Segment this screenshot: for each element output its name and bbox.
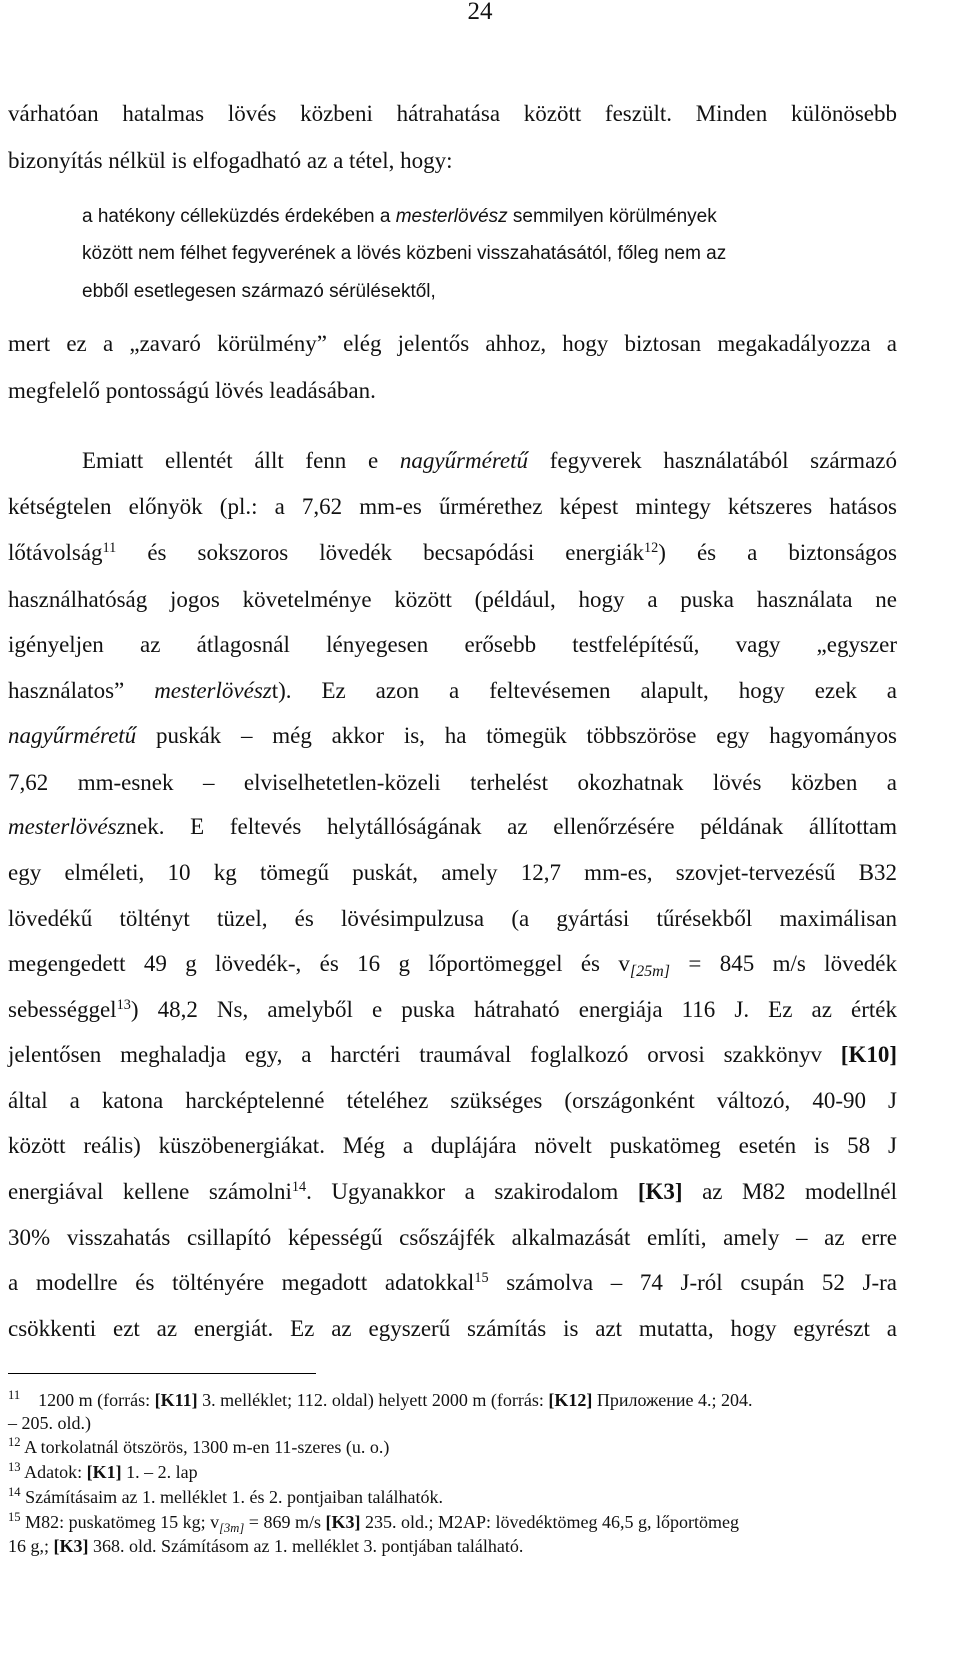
body-line-2: bizonyítás nélkül is elfogadható az a tétel, hogy: xyxy=(8,148,453,173)
para-line-20: csökkenti ezt az energiát. Ez az egyszerű számítás is azt mutatta, hogy egyrészt a xyxy=(8,1316,897,1341)
para-line-10: egy elméleti, 10 kg tömegű puskát, amely 12,7 mm-es, szovjet-tervezésű B32 xyxy=(8,860,897,885)
footnote-ref-13: 13 xyxy=(116,997,131,1014)
para-line-12: megengedett 49 g lövedék-, és 16 g lőportömeggel és $v_{[25m]} = 845$ m/s lövedék xyxy=(8,951,897,980)
para-line-2: kétségtelen előnyök (pl.: a 7,62 mm-es űrmérethez képest mintegy kétszeres hatásos xyxy=(8,494,897,519)
para-line-3: lőtávolság$^{11}$ és sokszoros lövedék becsapódási energiák$^{12}$) és a biztonságos xyxy=(8,540,897,565)
para-line-5: igényeljen az átlagosnál lényegesen erősebb testfelépítésű, vagy „egyszer xyxy=(8,632,897,657)
footnote-13: $^{13}$ Adatok: [K1] 1. – 2. lap xyxy=(8,1460,198,1482)
footnote-separator xyxy=(8,1373,316,1374)
quote-term-mesterlovesz: mesterlövész xyxy=(395,206,508,227)
quote-line-3: ebből esetlegesen származó sérülésektől, xyxy=(82,281,436,302)
body-line-1: várhatóan hatalmas lövés közbeni hátrahatása között feszült. Minden különösebb xyxy=(8,101,897,126)
footnote-ref-11: 11 xyxy=(102,540,117,557)
para-line-17: energiával kellene számolni$^{14}$. Ugyanakkor a szakirodalom [K3] az M82 modellnél xyxy=(8,1179,897,1204)
citation-k3: [K3] xyxy=(637,1179,683,1204)
para-line-6: használatos” mesterlövészt). Ez azon a feltevésemen alapult, hogy ezek a xyxy=(8,678,897,703)
para-line-11: lövedékű töltényt tüzel, és lövésimpulzusa (a gyártási tűrésekből maximálisan xyxy=(8,906,897,931)
footnote-11: $^{11}$ 1200 m (forrás: [K11] 3. melléklet; 112. oldal) helyett 2000 m (forrás: [K12] Приложение 4.; 204. xyxy=(8,1388,753,1410)
para-line-19: a modellre és töltényére megadott adatokkal$^{15}$ számolva – 74 J-ról csupán 52 J-ra xyxy=(8,1270,897,1295)
para-line-13: sebességgel$^{13}$) 48,2 Ns, amelyből e puska hátraható energiája 116 J. Ez az érték xyxy=(8,997,897,1022)
quote-line-2: között nem félhet fegyverének a lövés közbeni visszahatásától, főleg nem az xyxy=(82,243,727,264)
footnote-11-cont: – 205. old.) xyxy=(8,1413,91,1433)
footnote-15-cont: 16 g,; [K3] 368. old. Számításom az 1. melléklet 3. pontjában található. xyxy=(8,1536,524,1556)
para-line-4: használhatóság jogos követelménye között (például, hogy a puska használata ne xyxy=(8,587,897,612)
citation-k10: [K10] xyxy=(840,1042,897,1067)
footnote-12: $^{12}$ A torkolatnál ötszörös, 1300 m-en 11-szeres (u. o.) xyxy=(8,1435,390,1457)
para-line-18: 30% visszahatás csillapító képességű csőszájfék alkalmazását említi, amely – az erre xyxy=(8,1225,897,1250)
para-line-14: jelentősen meghaladja egy, a harctéri traumával foglalkozó orvosi szakkönyv [K10] xyxy=(8,1042,897,1067)
para-line-9: mesterlövésznek. E feltevés helytállóságának az ellenőrzésére példának állítottam xyxy=(8,814,897,839)
page-number: 24 xyxy=(467,0,493,25)
body-line-3: mert ez a „zavaró körülmény” elég jelentős ahhoz, hogy biztosan megakadályozza a xyxy=(8,331,897,356)
footnote-ref-14: 14 xyxy=(291,1179,307,1196)
para-line-8: 7,62 mm-esnek – elviselhetetlen-közeli terhelést okozhatnak lövés közben a xyxy=(8,770,897,795)
para-line-16: között reális) küszöbenergiákat. Még a duplájára növelt puskatömeg esetén is 58 J xyxy=(8,1133,897,1158)
footnote-15: $^{15}$ M82: puskatömeg 15 kg; $v_{[3m]} = 869$ m/s [K3] 235. old.; M2AP: lövedéktömeg 46,5 g, lőportömeg xyxy=(8,1510,739,1535)
para-line-7: nagyűrméretű puskák – még akkor is, ha tömegük többszöröse egy hagyományos xyxy=(8,723,897,748)
para-line-15: által a katona harcképtelenné tételéhez szükséges (országonként változó, 40-90 J xyxy=(8,1088,897,1113)
para-line-1: Emiatt ellentét állt fenn e nagyűrméretű fegyverek használatából származó xyxy=(82,448,897,473)
footnote-ref-12: 12 xyxy=(644,540,659,557)
footnote-ref-15: 15 xyxy=(474,1270,489,1287)
body-line-4: megfelelő pontosságú lövés leadásában. xyxy=(8,378,376,403)
footnote-14: $^{14}$ Számításaim az 1. melléklet 1. és 2. pontjaiban találhatók. xyxy=(8,1485,443,1507)
quote-line-1: a hatékony célleküzdés érdekében a mesterlövész semmilyen körülmények xyxy=(82,206,717,227)
